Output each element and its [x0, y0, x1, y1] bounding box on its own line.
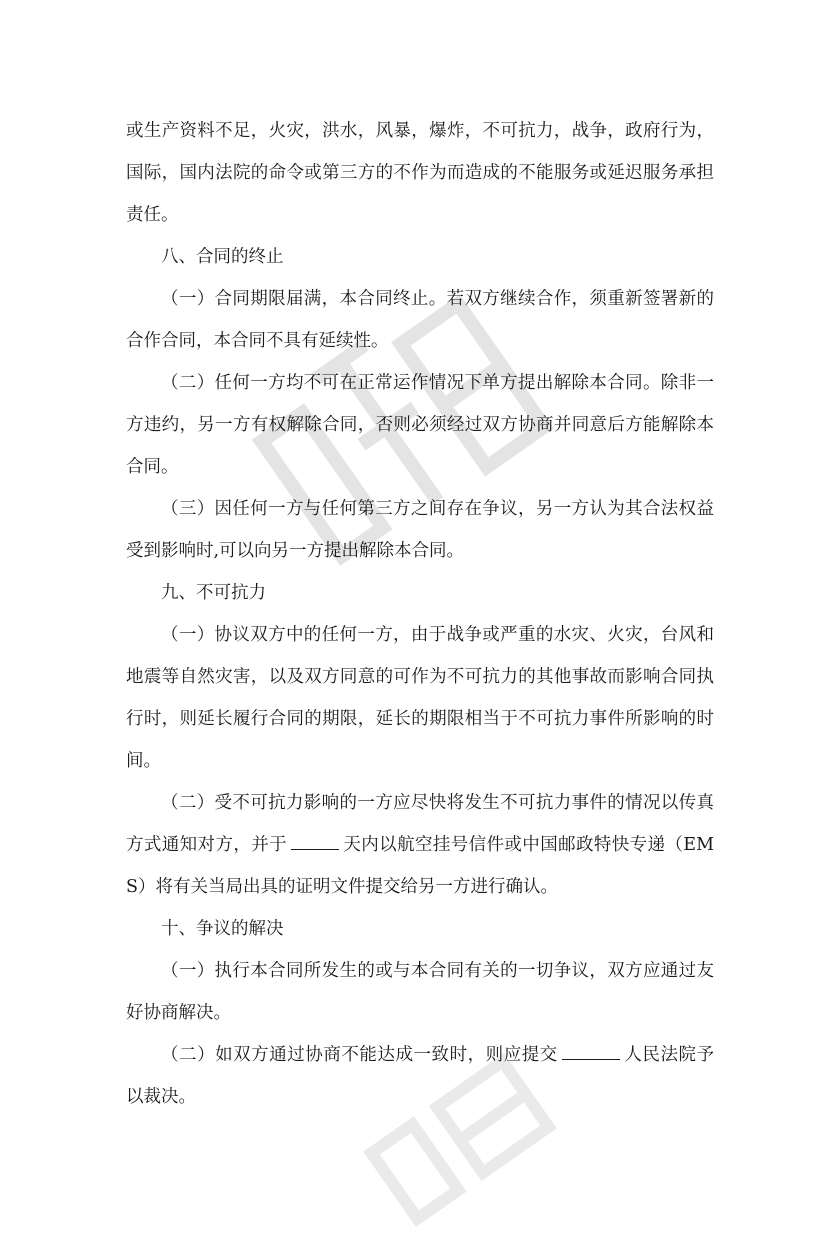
section-9-heading: 九、不可抗力 — [161, 583, 266, 603]
section-9-item-2-part-1: （二）受不可抗力影响的一方应尽快将发生不可抗力事件的情况以传真方式通知对方，并于 — [126, 793, 714, 855]
section-8-item-2: （二）任何一方均不可在正常运作情况下单方提出解除本合同。除非一方违约，另一方有权解除合同，否则必须经过双方协商并同意后方能解除本合同。 — [126, 373, 714, 477]
paragraph-continuation: 或生产资料不足，火灾，洪水，风暴，爆炸，不可抗力，战争，政府行为，国际，国内法院的命令或第三方的不作为而造成的不能服务或延迟服务承担责任。 — [126, 121, 714, 225]
section-8-item-3: （三）因任何一方与任何第三方之间存在争议，另一方认为其合法权益受到影响时,可以向另一方提出解除本合同。 — [126, 499, 714, 561]
section-10-item-2-part-2: 人民法院予以裁决。 — [126, 1045, 715, 1107]
court-blank-field — [562, 1040, 620, 1060]
section-9-item-2 — [126, 782, 714, 908]
section-8-heading: 八、合同的终止 — [161, 247, 284, 267]
section-10-item-1: （一）执行本合同所发生的或与本合同有关的一切争议，双方应通过友好协商解决。 — [126, 961, 714, 1023]
section-10-item-2 — [126, 1034, 714, 1118]
section-9-item-1: （一）协议双方中的任何一方，由于战争或严重的水灾、火灾，台风和地震等自然灾害，以及双方同意的可作为不可抗力的其他事故而影响合同执行时，则延长履行合同的期限，延长的期限相当于不可抗力事件所影响的时间。 — [126, 625, 714, 771]
document-body — [126, 110, 714, 1118]
section-10-heading: 十、争议的解决 — [161, 919, 284, 939]
section-9-item-2-part-2: 天内以航空挂号信件或中国邮政特快专递（EMS）将有关当局出具的证明文件提交给另一方进行确认。 — [126, 835, 714, 897]
days-blank-field — [291, 830, 339, 850]
section-10-item-2-part-1: （二）如双方通过协商不能达成一致时，则应提交 — [161, 1045, 558, 1065]
section-8-item-1: （一）合同期限届满，本合同终止。若双方继续合作，须重新签署新的合作合同，本合同不具有延续性。 — [126, 289, 714, 351]
